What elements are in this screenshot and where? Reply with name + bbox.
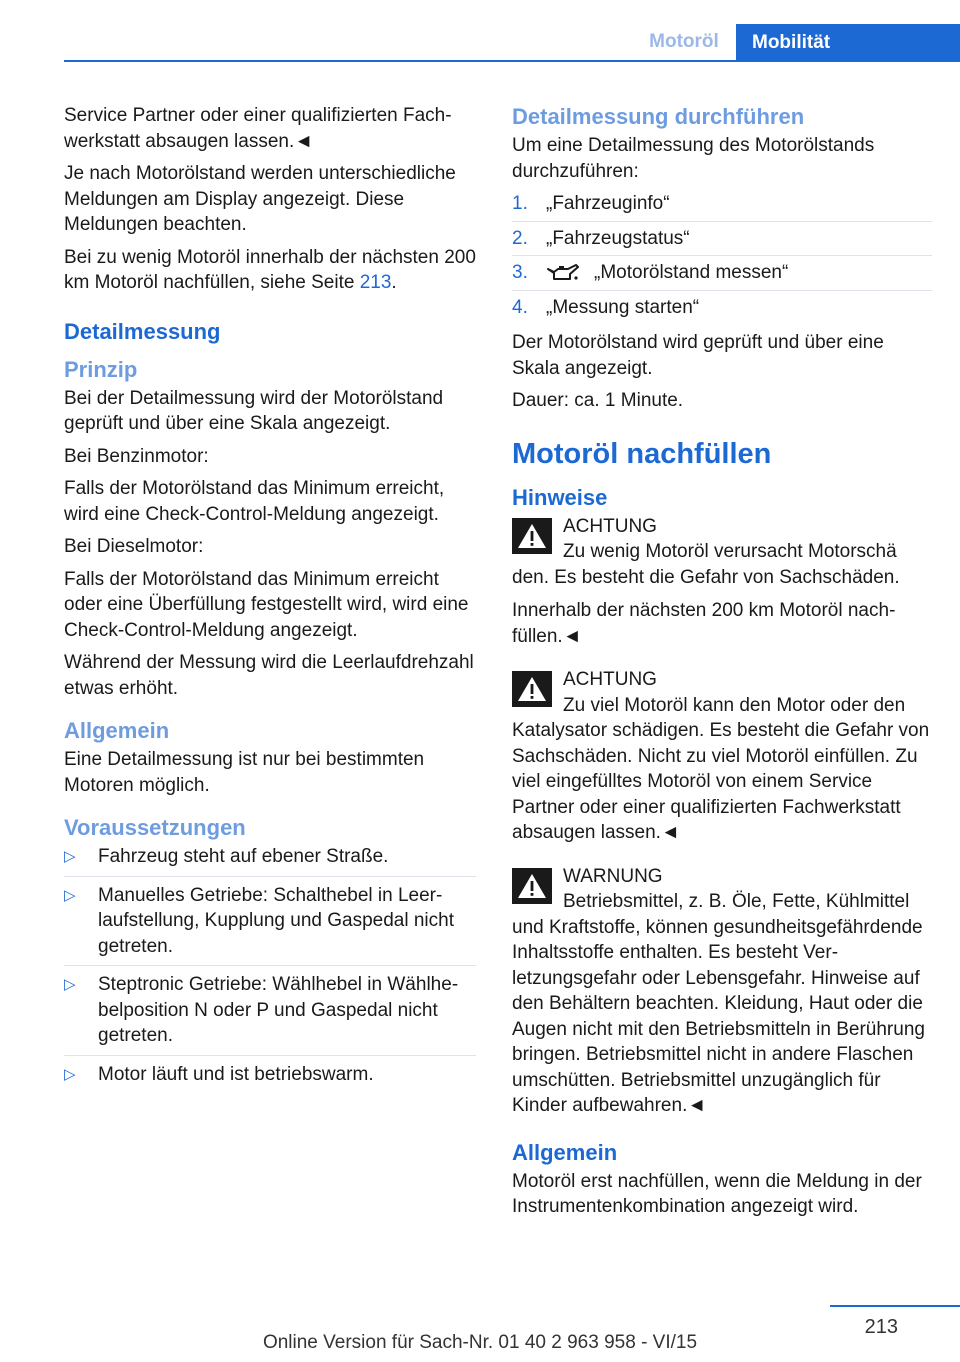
triangle-bullet-icon: ▷	[64, 976, 76, 993]
paragraph: Motoröl erst nachfüllen, wenn die Meldung in der Instrumentenkombination angezeigt wird.	[512, 1170, 922, 1217]
tab-mobilitaet[interactable]: Mobilität	[736, 24, 960, 62]
heading-prinzip: Prinzip	[64, 356, 138, 382]
warning-triangle-icon	[512, 868, 552, 904]
heading-motoroel-nachfuellen: Motoröl nachfüllen	[512, 437, 772, 470]
list-item	[64, 1062, 476, 1094]
warning-triangle-icon	[512, 671, 552, 707]
warning-block	[512, 667, 932, 846]
warning-text: und Kraftstoffe, können gesundheitsgefährdende Inhaltsstoffe enthalten. Es besteht Verletzungsgefahr oder Lebensgefahr. Hinweise auf den Behältern beachten. Kleidung, Haut oder die Augen nicht mit den Betriebsmitteln in Berührung bringen. Betriebsmittel nicht in andere Flaschen umschütten. Betriebsmittel unzugänglich für Kinder aufbewahren.◄	[512, 916, 925, 1116]
steps-list	[512, 191, 932, 324]
warning-title: WARNUNG	[563, 865, 663, 887]
paragraph: Je nach Motorölstand werden unterschiedliche Meldungen am Display angezeigt. Diese Meldungen beachten.	[64, 163, 456, 235]
heading-hinweise: Hinweise	[512, 484, 608, 510]
paragraph	[64, 245, 476, 296]
paragraph-text: Bei zu wenig Motoröl innerhalb der nächsten 200 km Motoröl nachfüllen, siehe Seite	[64, 246, 476, 293]
warning-block	[512, 864, 932, 1119]
paragraph: Um eine Detailmessung des Motorölstands durchzuführen:	[512, 135, 875, 182]
warning-text: Katalysator schädigen. Es besteht die Gefahr von Sachschäden. Nicht zu viel Motoröl einfüllen. Zu viel eingefülltes Motoröl von einem Service Partner oder einer qualifizierten Fachwerkstatt absaugen lassen.◄	[512, 720, 930, 843]
online-version-note: Online Version für Sach-Nr. 01 40 2 963 958 - VI/15	[262, 1332, 698, 1353]
warning-text: Zu viel Motoröl kann den Motor oder den	[563, 694, 906, 716]
heading-voraussetzungen: Voraussetzungen	[64, 815, 246, 840]
requirements-list	[64, 844, 476, 1093]
oil-can-icon	[546, 264, 580, 282]
paragraph: Bei Dieselmotor:	[64, 536, 204, 557]
step-text: „Messung starten“	[546, 296, 700, 318]
list-item-text: Fahrzeug steht auf ebener Straße.	[98, 846, 389, 867]
header-rule	[64, 60, 960, 62]
list-item-text: Motor läuft und ist betriebswarm.	[98, 1063, 374, 1085]
page-number: 213	[864, 1316, 898, 1338]
paragraph: Der Motorölstand wird geprüft und über eine Skala angezeigt.	[512, 332, 884, 379]
step-item	[512, 260, 932, 291]
step-number: 3.	[512, 262, 528, 283]
step-item	[512, 226, 932, 257]
step-item	[512, 295, 932, 325]
heading-detailmessung-durchfuehren: Detailmessung durchführen	[512, 104, 805, 129]
paragraph: Dauer: ca. 1 Minute.	[512, 390, 684, 411]
paragraph: Eine Detailmessung ist nur bei bestimmten Motoren möglich.	[64, 749, 425, 796]
warning-text: den. Es besteht die Gefahr von Sachschäden.	[512, 566, 900, 588]
list-item-text: Steptronic Getriebe: Wählhebel in Wählhebelposition N oder P und Gaspedal nicht getreten.	[98, 974, 459, 1046]
triangle-bullet-icon: ▷	[64, 1065, 76, 1083]
right-column	[512, 103, 932, 1227]
list-item-text: Manuelles Getriebe: Schalthebel in Leerlaufstellung, Kupplung und Gaspedal nicht getreten.	[98, 884, 454, 957]
paragraph: Bei der Detailmessung wird der Motorölstand geprüft und über eine Skala angezeigt.	[64, 387, 444, 434]
step-item	[512, 191, 932, 222]
triangle-bullet-icon: ▷	[64, 848, 76, 865]
warning-text: Betriebsmittel, z. B. Öle, Fette, Kühlmittel	[563, 891, 910, 912]
paragraph: Falls der Motorölstand das Minimum erreicht oder eine Überfüllung festgestellt wird, wird eine Check-Control-Meldung angezeigt.	[64, 568, 469, 641]
paragraph: Bei Benzinmotor:	[64, 445, 209, 467]
step-number: 2.	[512, 227, 528, 249]
step-text: „Fahrzeugstatus“	[546, 227, 690, 249]
step-number: 1.	[512, 193, 528, 214]
warning-text: Zu wenig Motoröl verursacht Motorschä	[563, 541, 897, 562]
list-item	[64, 972, 476, 1056]
list-item	[64, 844, 476, 877]
warning-title: ACHTUNG	[563, 515, 657, 537]
list-item	[64, 883, 476, 967]
paragraph-text: .	[391, 272, 397, 293]
paragraph: Innerhalb der nächsten 200 km Motoröl nachfüllen.◄	[512, 600, 896, 647]
heading-detailmessung: Detailmessung	[64, 318, 221, 344]
footer-rule	[830, 1305, 960, 1307]
warning-block	[512, 514, 932, 591]
warning-title: ACHTUNG	[563, 669, 657, 690]
tab-motoroel[interactable]: Motoröl	[649, 31, 719, 52]
heading-allgemein: Allgemein	[64, 718, 170, 743]
paragraph: Service Partner oder einer qualifizierten Fachwerkstatt absaugen lassen.◄	[64, 105, 452, 152]
heading-allgemein: Allgemein	[512, 1139, 618, 1165]
left-column	[64, 103, 476, 1099]
page-link[interactable]: 213	[359, 272, 392, 293]
step-text: „Fahrzeuginfo“	[546, 193, 670, 214]
triangle-bullet-icon: ▷	[64, 886, 76, 904]
paragraph: Während der Messung wird die Leerlaufdrehzahl etwas erhöht.	[64, 652, 474, 699]
paragraph: Falls der Motorölstand das Minimum erreicht, wird eine Check-Control-Meldung angezeigt.	[64, 478, 445, 525]
step-text: „Motorölstand messen“	[594, 262, 789, 283]
warning-triangle-icon	[512, 518, 552, 554]
step-number: 4.	[512, 296, 528, 318]
